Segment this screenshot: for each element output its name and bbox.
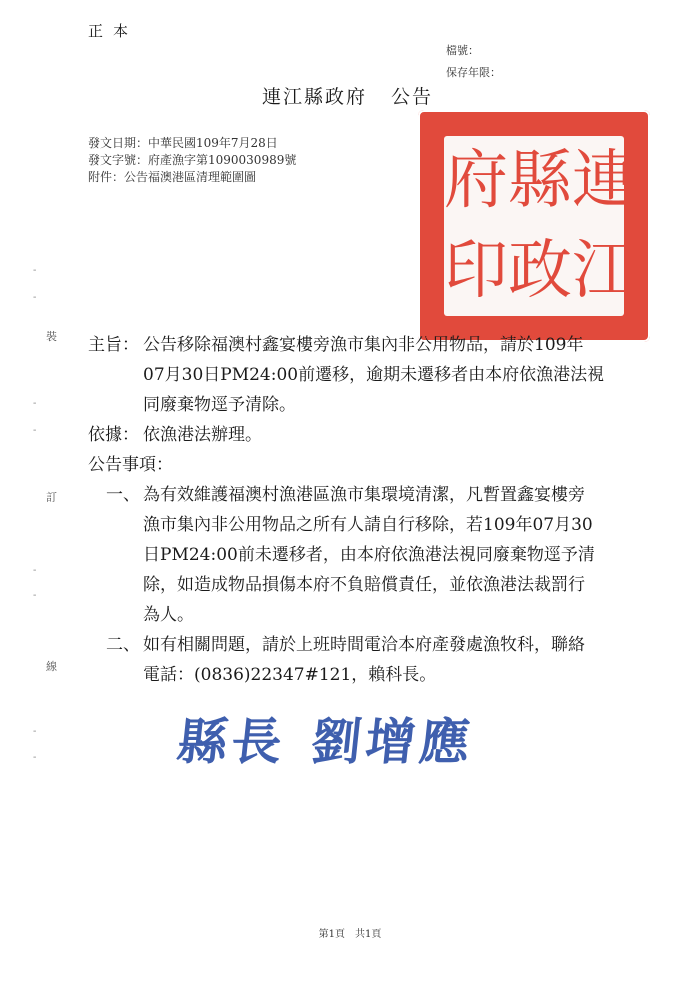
notice-item-marker: 二、 <box>106 635 140 655</box>
binding-mark: 線 <box>46 660 57 673</box>
notice-heading: 公告事項： <box>88 455 173 475</box>
notice-item-line: 漁市集內非公用物品之所有人請自行移除，若109年07月30 <box>143 515 593 535</box>
seal-char: 印 <box>444 234 508 308</box>
agency-name: 連江縣政府 <box>262 86 368 108</box>
file-number-label: 檔號： <box>446 44 479 57</box>
page-footer <box>0 925 700 940</box>
document-type: 公告 <box>391 86 434 108</box>
subject-label: 主旨： <box>88 335 139 355</box>
binding-tick: - <box>33 726 37 737</box>
issue-date: 發文日期：中華民國109年7月28日 <box>88 136 278 150</box>
signature-name: 劉增應 <box>308 712 477 771</box>
binding-mark: 裝 <box>46 330 57 343</box>
notice-item-line: 如有相關問題，請於上班時間電洽本府產發處漁牧科，聯絡 <box>143 635 585 655</box>
seal-char: 連 <box>572 144 636 218</box>
notice-item-line: 為有效維護福澳村漁港區漁市集環境清潔，凡暫置鑫宴樓旁 <box>143 485 585 505</box>
binding-tick: - <box>33 565 37 576</box>
basis-text: 依漁港法辦理。 <box>143 425 262 445</box>
notice-item-marker: 一、 <box>106 485 140 505</box>
notice-item-line: 電話：(0836)22347#121，賴科長。 <box>143 665 437 685</box>
binding-tick: - <box>33 590 37 601</box>
retention-label: 保存年限： <box>446 66 501 79</box>
attachment: 附件：公告福澳港區清理範圍圖 <box>88 170 257 184</box>
reference-number: 發文字號：府產漁字第1090030989號 <box>88 153 297 167</box>
copy-mark: 正本 <box>88 22 139 40</box>
binding-tick: - <box>33 398 37 409</box>
binding-tick: - <box>33 292 37 303</box>
seal-char: 府 <box>444 144 508 218</box>
notice-item-line: 日PM24:00前未遷移者，由本府依漁港法視同廢棄物逕予清 <box>143 545 595 565</box>
official-seal <box>418 110 650 342</box>
notice-item-line: 為人。 <box>143 605 194 625</box>
basis-label: 依據： <box>88 425 139 445</box>
page-total: 共1頁 <box>355 929 382 940</box>
signature-title: 縣長 <box>174 712 289 771</box>
seal-char: 縣 <box>508 144 572 218</box>
subject-line: 公告移除福澳村鑫宴樓旁漁市集內非公用物品，請於109年 <box>143 335 584 355</box>
page-number: 第1頁 <box>318 929 345 940</box>
binding-tick: - <box>33 265 37 276</box>
seal-char: 政 <box>508 234 572 308</box>
binding-tick: - <box>33 425 37 436</box>
magistrate-signature <box>174 702 478 774</box>
subject-line: 07月30日PM24:00前遷移，逾期未遷移者由本府依漁港法視 <box>143 365 605 385</box>
subject-line: 同廢棄物逕予清除。 <box>143 395 296 415</box>
binding-tick: - <box>33 752 37 763</box>
seal-inner <box>444 136 636 316</box>
notice-item-line: 除，如造成物品損傷本府不負賠償責任，並依漁港法裁罰行 <box>143 575 585 595</box>
seal-char: 江 <box>572 234 636 308</box>
binding-mark: 訂 <box>46 491 57 504</box>
page-title <box>262 82 433 109</box>
